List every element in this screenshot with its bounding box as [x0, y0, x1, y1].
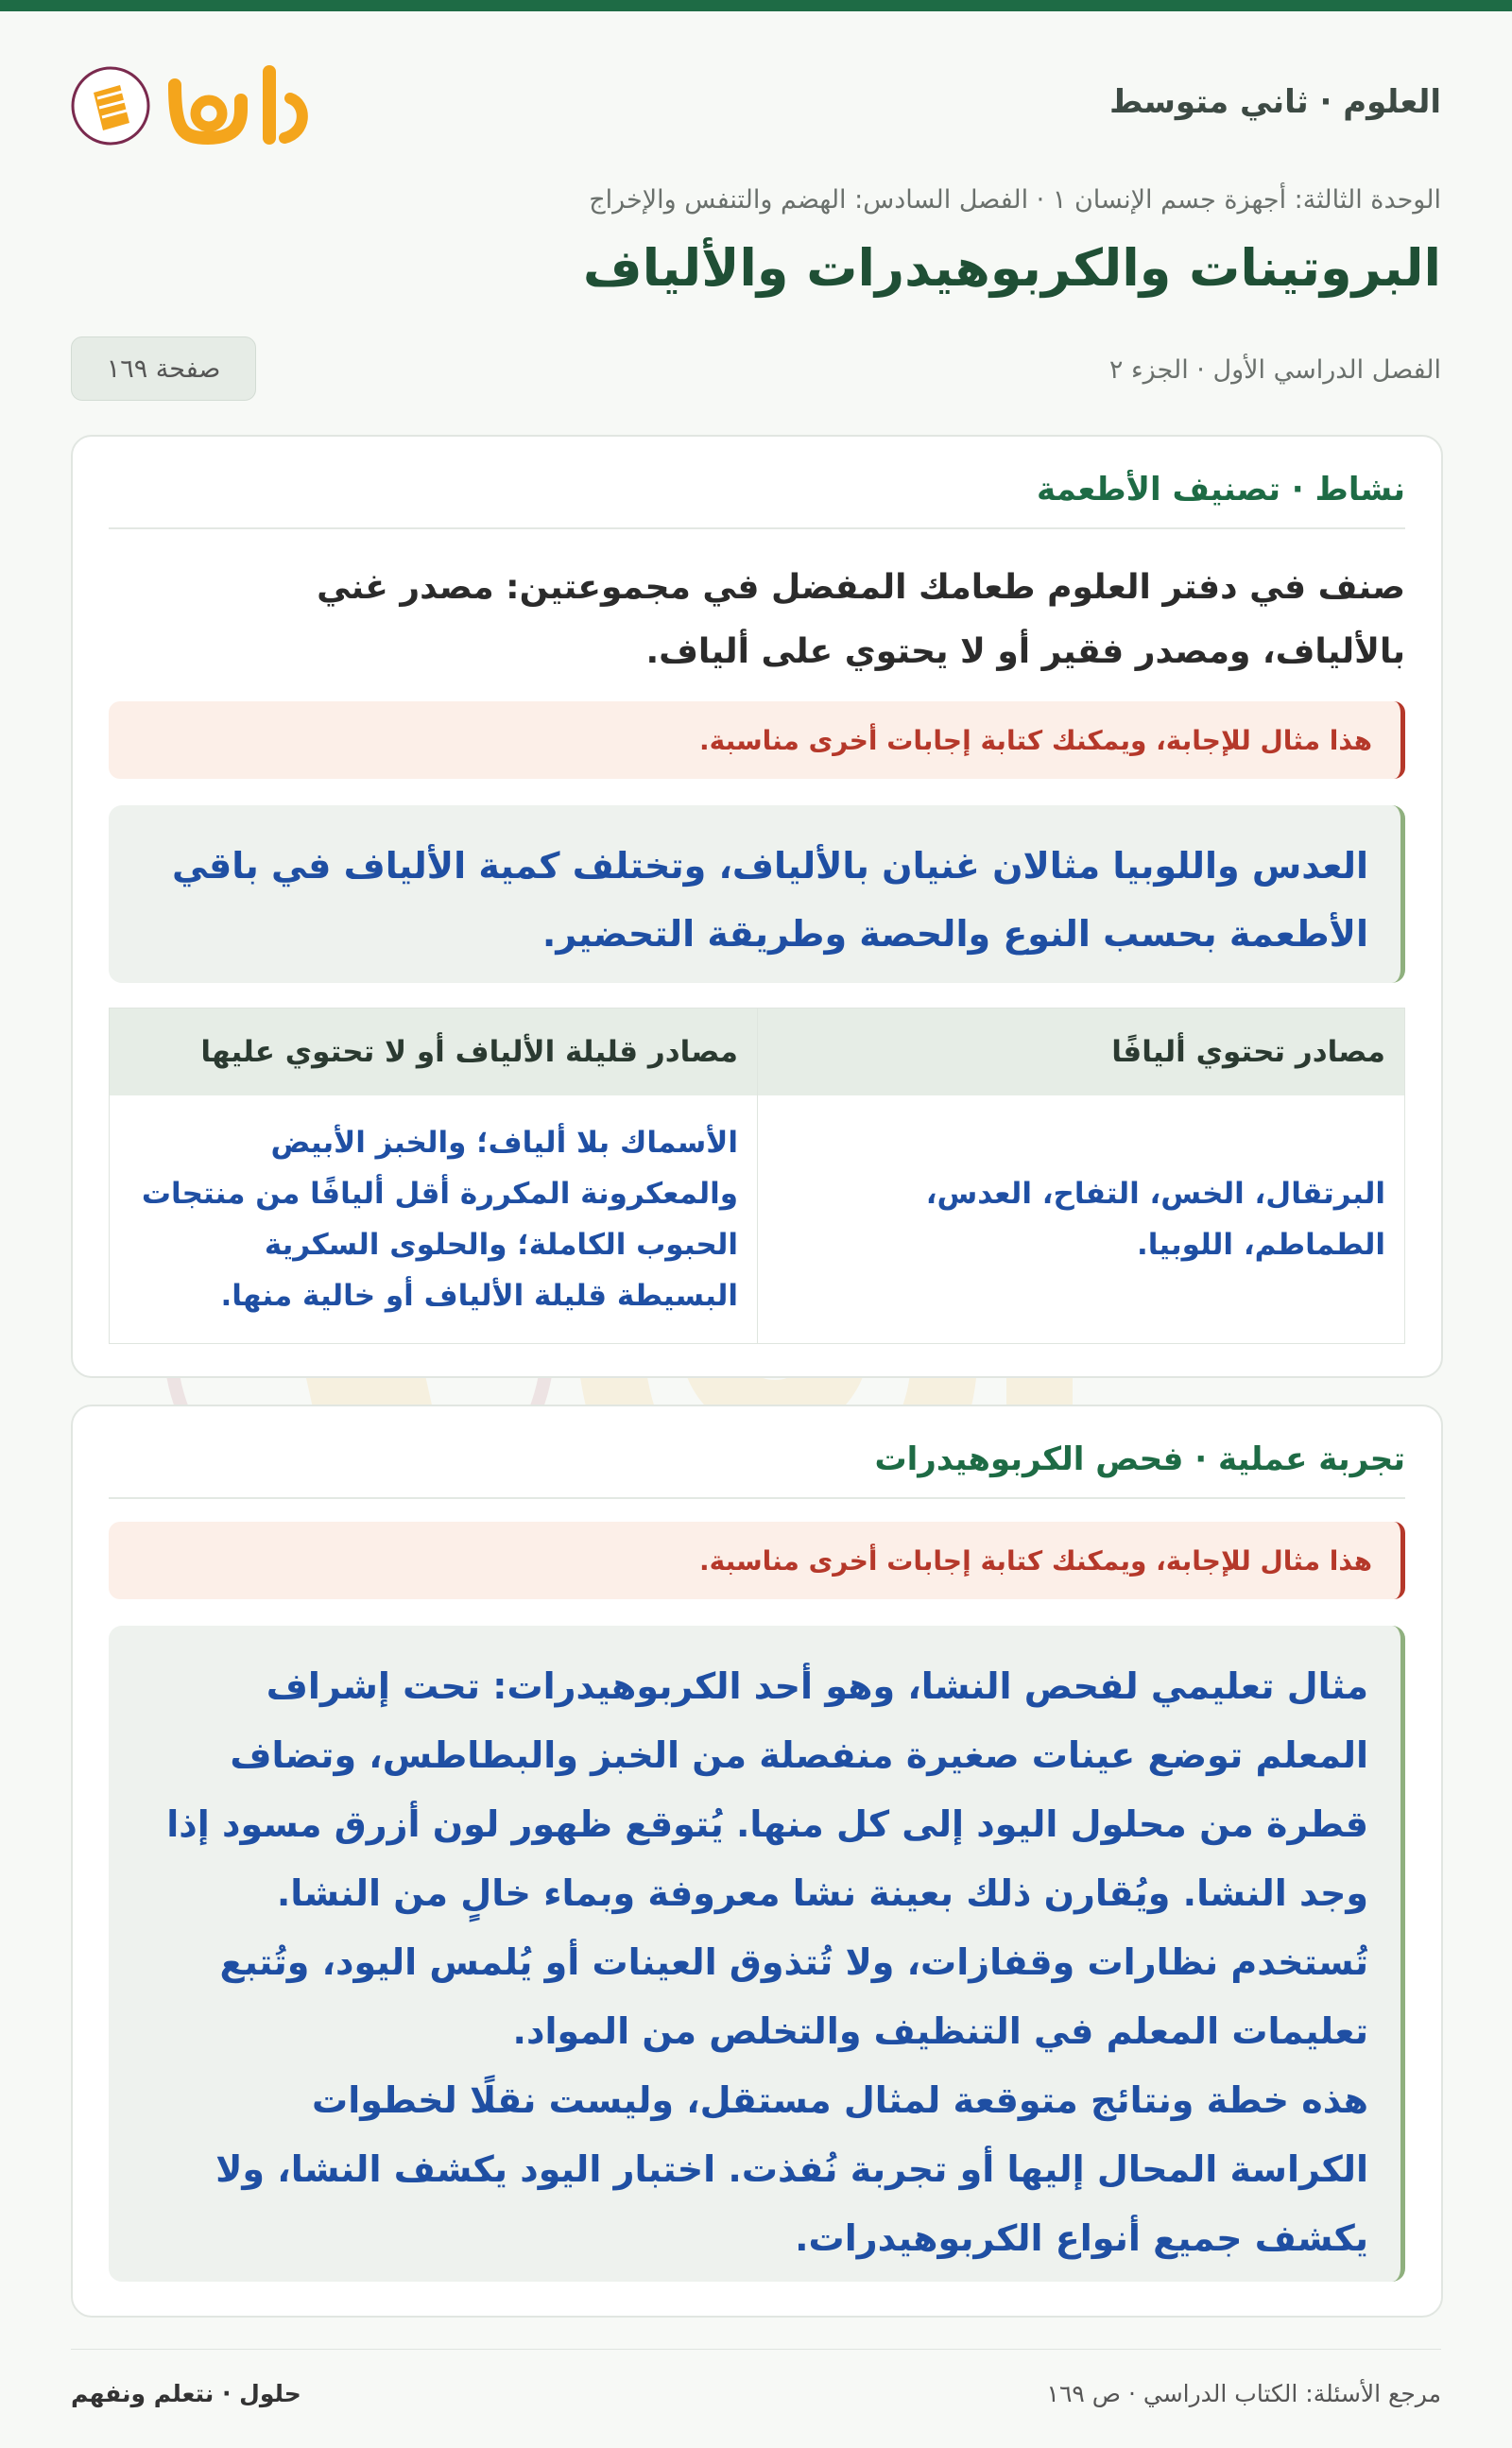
answer-line: مثال تعليمي لفحص النشا، وهو أحد الكربوهيدرات: تحت إشراف: [266, 1665, 1368, 1707]
answer-line: قطرة من محلول اليود إلى كل منها. يُتوقع ظهور لون أزرق مسود إذا: [166, 1803, 1368, 1845]
answer-line: الأطعمة بحسب النوع والحصة وطريقة التحضير.: [541, 913, 1368, 955]
cell-line: الطماطم، اللوبيا.: [1136, 1228, 1385, 1262]
answer-line: الكراسة المحال إليها أو تجربة نُفذت. اختبار اليود يكشف النشا، ولا: [215, 2148, 1368, 2190]
activity-title: نشاط · تصنيف الأطعمة: [109, 471, 1405, 529]
answer-line: المعلم توضع عينات صغيرة منفصلة من الخبز والبطاطس، وتضاف: [230, 1734, 1368, 1776]
answer-line: العدس واللوبيا مثالان غنيان بالألياف، وتختلف كمية الألياف في باقي: [171, 845, 1368, 887]
answer-line: وجد النشا. ويُقارن ذلك بعينة نشا معروفة وبماء خالٍ من النشا.: [276, 1872, 1368, 1914]
sample-answer-note: هذا مثال للإجابة، ويمكنك كتابة إجابات أخرى مناسبة.: [109, 1522, 1405, 1599]
experiment-title: تجربة عملية · فحص الكربوهيدرات: [109, 1440, 1405, 1499]
cell-line: الأسماك بلا ألياف؛ والخبز الأبيض: [270, 1126, 738, 1160]
question-line: صنف في دفتر العلوم طعامك المفضل في مجموعتين: مصدر غني: [317, 568, 1405, 607]
cell-line: الحبوب الكاملة؛ والحلوى السكرية: [264, 1228, 738, 1262]
experiment-card: [71, 1405, 1443, 2318]
table-header-poor: مصادر قليلة الألياف أو لا تحتوي عليها: [110, 1009, 757, 1095]
hulul-logo-icon: [71, 57, 317, 151]
cell-line: البسيطة قليلة الألياف أو خالية منها.: [220, 1279, 738, 1313]
table-cell-poor: [110, 1095, 757, 1343]
unit-breadcrumb: الوحدة الثالثة: أجهزة جسم الإنسان ١ · الفصل السادس: الهضم والتنفس والإخراج: [589, 185, 1441, 215]
page-number-badge: صفحة ١٦٩: [71, 336, 256, 401]
footer-brand: حلول · نتعلم ونفهم: [71, 2380, 301, 2407]
subject-label: العلوم · ثاني متوسط: [1109, 83, 1441, 121]
answer-line: هذه خطة ونتائج متوقعة لمثال مستقل، وليست نقلًا لخطوات: [312, 2079, 1368, 2121]
top-accent-bar: [0, 0, 1512, 11]
cell-line: والمعكرونة المكررة أقل أليافًا من منتجات: [141, 1177, 738, 1211]
sample-answer-note: هذا مثال للإجابة، ويمكنك كتابة إجابات أخرى مناسبة.: [109, 701, 1405, 779]
footer-reference: مرجع الأسئلة: الكتاب الدراسي · ص ١٦٩: [1046, 2380, 1441, 2407]
answer-line: تعليمات المعلم في التنظيف والتخلص من المواد.: [512, 2010, 1368, 2052]
semester-label: الفصل الدراسي الأول · الجزء ٢: [1108, 355, 1441, 385]
table-header-rich: مصادر تحتوي أليافًا: [757, 1009, 1404, 1095]
activity-answer: [109, 805, 1405, 983]
question-line: بالألياف، ومصدر فقير أو لا يحتوي على ألياف.: [645, 632, 1405, 671]
lesson-title: البروتينات والكربوهيدرات والألياف: [582, 238, 1441, 298]
page-header: [71, 57, 1441, 151]
answer-line: يكشف جميع أنواع الكربوهيدرات.: [795, 2217, 1368, 2259]
fiber-classification-table: [109, 1008, 1405, 1344]
answer-line: تُستخدم نظارات وقفازات، ولا تُتذوق العينات أو يُلمس اليود، وتُتبع: [219, 1941, 1368, 1983]
footer-divider: [71, 2349, 1441, 2350]
cell-line: البرتقال، الخس، التفاح، العدس،: [925, 1177, 1385, 1211]
experiment-answer: [109, 1626, 1405, 2282]
table-cell-rich: [757, 1095, 1404, 1343]
activity-card: [71, 435, 1443, 1378]
activity-question: [109, 556, 1405, 684]
